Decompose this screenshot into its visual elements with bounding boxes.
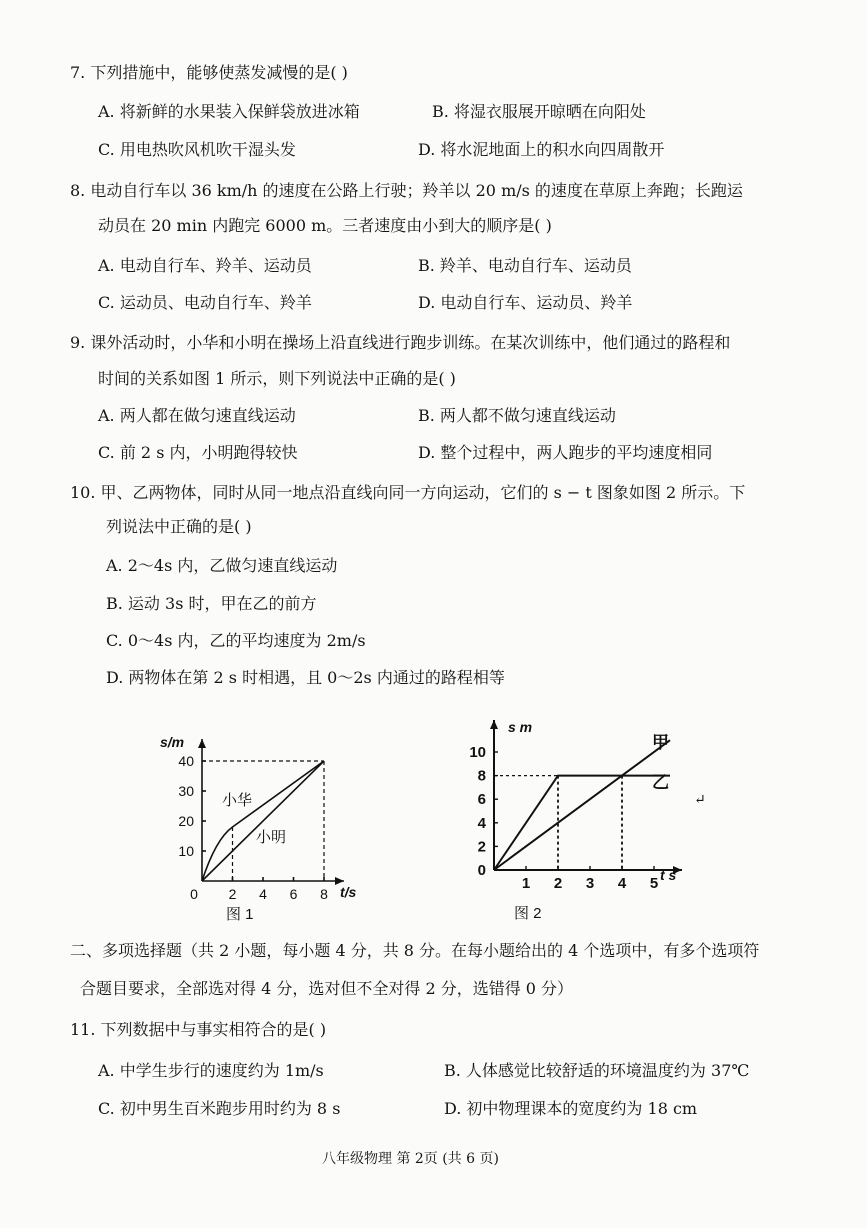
fig2-y-tick-label: 4 <box>477 814 486 832</box>
fig1-x-tick-label: 2 <box>228 886 237 902</box>
q8-stem-line2: 动员在 20 min 内跑完 6000 m。三者速度由小到大的顺序是( ) <box>98 216 552 235</box>
q8-option-d: D. 电动自行车、运动员、羚羊 <box>418 293 633 312</box>
fig2-y-tick-label: 0 <box>477 862 486 879</box>
q9-option-b: B. 两人都不做匀速直线运动 <box>418 406 616 425</box>
fig1-y-arrow <box>198 739 206 748</box>
fig2-series-label-jia: 甲 <box>652 733 669 752</box>
q8-option-b: B. 羚羊、电动自行车、运动员 <box>418 256 632 275</box>
figure-1-chart <box>150 725 370 930</box>
fig2-series-jia-line <box>494 740 670 870</box>
fig2-series-yi-line <box>494 776 670 870</box>
fig1-caption: 图 1 <box>226 906 254 923</box>
fig1-x-label: t/s <box>340 884 357 900</box>
fig2-y-label: s m <box>508 719 533 735</box>
fig1-y-tick-label: 20 <box>178 813 194 829</box>
q10-option-a: A. 2～4s 内，乙做匀速直线运动 <box>106 556 338 575</box>
q8-option-c: C. 运动员、电动自行车、羚羊 <box>98 293 312 312</box>
q11-stem: 11. 下列数据中与事实相符合的是( ) <box>70 1020 327 1039</box>
q11-option-c: C. 初中男生百米跑步用时约为 8 s <box>98 1099 341 1118</box>
fig2-x-tick-label: 4 <box>617 875 627 892</box>
q11-option-d: D. 初中物理课本的宽度约为 18 cm <box>444 1099 698 1118</box>
q9-option-d: D. 整个过程中，两人跑步的平均速度相同 <box>418 443 713 462</box>
fig2-caption: 图 2 <box>514 905 542 922</box>
fig2-series-label-yi: 乙 <box>652 773 669 792</box>
fig1-x-tick-label: 4 <box>259 886 267 902</box>
q7-option-a: A. 将新鲜的水果装入保鲜袋放进冰箱 <box>98 102 360 121</box>
fig1-x-tick-label: 8 <box>320 886 328 902</box>
return-mark: ↵ <box>694 792 706 808</box>
fig1-y-tick-label: 10 <box>178 843 194 859</box>
q10-option-c: C. 0～4s 内，乙的平均速度为 2m/s <box>106 631 366 650</box>
fig2-y-tick-label: 8 <box>477 767 486 785</box>
q9-stem-line1: 9. 课外活动时，小华和小明在操场上沿直线进行跑步训练。在某次训练中，他们通过的路程和 <box>70 333 731 352</box>
q7-option-c: C. 用电热吹风机吹干湿头发 <box>98 140 296 159</box>
page-footer: 八年级物理 第 2页 (共 6 页) <box>322 1151 499 1167</box>
q7-option-b: B. 将湿衣服展开晾晒在向阳处 <box>432 102 646 121</box>
fig2-y-tick-label: 10 <box>469 744 486 761</box>
fig1-series-label-ming: 小明 <box>256 829 287 846</box>
fig2-x-tick-label: 1 <box>521 875 531 892</box>
fig2-y-arrow <box>490 720 498 729</box>
fig2-x-label: t s <box>660 867 677 883</box>
q9-option-a: A. 两人都在做匀速直线运动 <box>98 406 296 425</box>
fig1-x-tick-label: 0 <box>190 886 198 902</box>
fig2-x-tick-label: 5 <box>649 875 659 892</box>
q10-option-b: B. 运动 3s 时，甲在乙的前方 <box>106 594 317 613</box>
q10-stem-line2: 列说法中正确的是( ) <box>106 517 252 536</box>
section2-heading-line2: 合题目要求，全部选对得 4 分，选对但不全对得 2 分，选错得 0 分） <box>80 979 574 998</box>
q11-option-b: B. 人体感觉比较舒适的环境温度约为 37℃ <box>444 1061 750 1080</box>
fig2-y-tick-label: 2 <box>477 838 486 856</box>
q10-option-d: D. 两物体在第 2 s 时相遇，且 0～2s 内通过的路程相等 <box>106 668 505 687</box>
q9-stem-line2: 时间的关系如图 1 所示，则下列说法中正确的是( ) <box>98 369 456 388</box>
fig2-y-tick-label: 6 <box>477 791 486 809</box>
section2-heading-line1: 二、多项选择题（共 2 小题，每小题 4 分，共 8 分。在每小题给出的 4 个选项中，有多个选项符 <box>70 941 760 960</box>
fig2-x-tick-label: 2 <box>553 875 563 892</box>
fig2-x-tick-label: 3 <box>585 875 595 892</box>
q7-option-d: D. 将水泥地面上的积水向四周散开 <box>418 140 665 159</box>
fig1-series-label-hua: 小华 <box>222 792 253 809</box>
fig1-y-label: s/m <box>160 734 185 750</box>
fig1-y-tick-label: 40 <box>178 753 194 769</box>
q10-stem-line1: 10. 甲、乙两物体，同时从同一地点沿直线向同一方向运动，它们的 s − t 图象如图 2 所示。下 <box>70 483 746 502</box>
q9-option-c: C. 前 2 s 内，小明跑得较快 <box>98 443 298 462</box>
q11-option-a: A. 中学生步行的速度约为 1m/s <box>98 1061 324 1080</box>
q7-stem: 7. 下列措施中，能够使蒸发减慢的是( ) <box>70 63 348 82</box>
q8-option-a: A. 电动自行车、羚羊、运动员 <box>98 256 312 275</box>
fig1-series-ming-line <box>202 761 324 881</box>
fig1-y-tick-label: 30 <box>178 783 194 799</box>
figure-2-chart <box>462 712 692 927</box>
q8-stem-line1: 8. 电动自行车以 36 km/h 的速度在公路上行驶；羚羊以 20 m/s 的速度在草原上奔跑；长跑运 <box>70 181 743 200</box>
fig1-x-tick-label: 6 <box>289 886 298 902</box>
